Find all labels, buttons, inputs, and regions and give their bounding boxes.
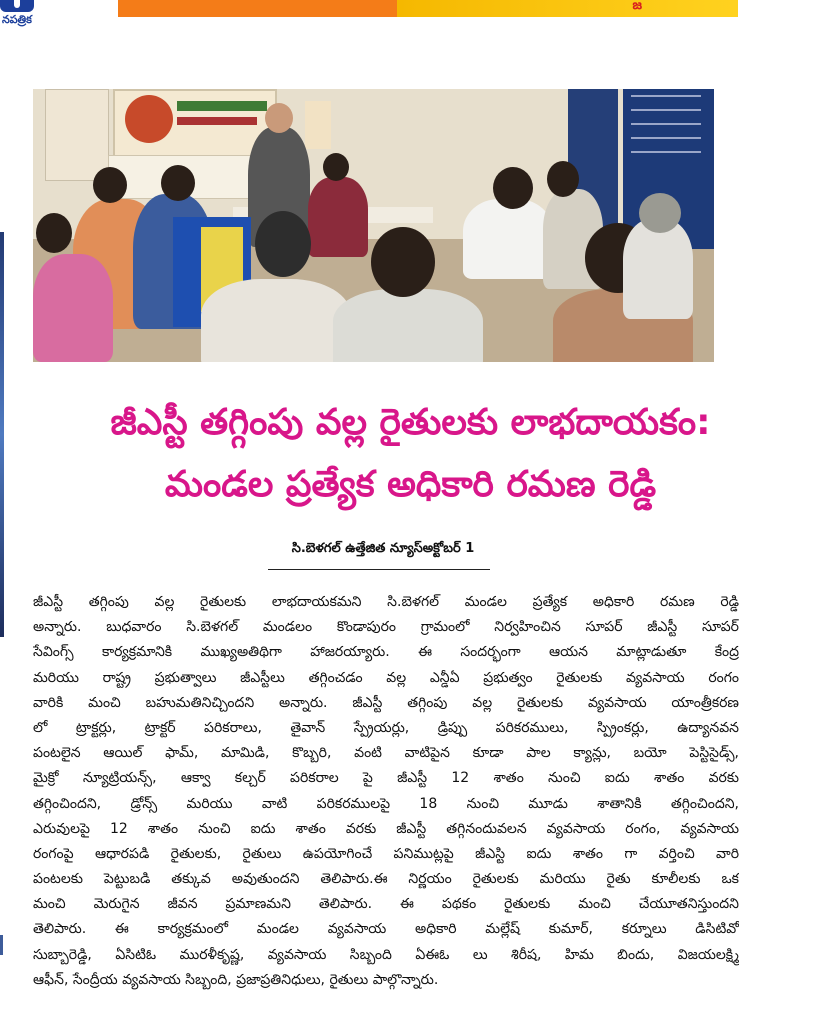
event-photo bbox=[33, 89, 714, 362]
body-line: తెలిపారు. ఈ కార్యక్రమంలో మండల వ్యవసాయ అధికారి మల్లేష్ కుమార్, కర్నూలు డిసిటివో bbox=[33, 921, 739, 938]
person bbox=[201, 279, 351, 362]
person-head bbox=[323, 153, 349, 181]
person-head bbox=[255, 211, 311, 277]
dateline-divider bbox=[268, 569, 490, 570]
person-head bbox=[547, 161, 579, 197]
banner-mark: జ bbox=[632, 0, 642, 13]
headline-line-1: జీఎస్టీ తగ్గింపు వల్ల రైతులకు లాభదాయకం: bbox=[110, 402, 711, 443]
body-line: మరియు రాష్ట్ర ప్రభుత్వాలు జీఎస్టీలు తగ్గించడం వల్ల ఎన్డీఏ ప్రభుత్వం రైతులకు వ్యవసాయ రంగం bbox=[33, 669, 739, 686]
adjacent-clipping-edge-lower bbox=[0, 935, 3, 955]
headline-line-2: మండల ప్రత్యేక అధికారి రమణ రెడ్డి bbox=[164, 464, 657, 505]
body-line: తగ్గించిందని, డ్రోన్స్ మరియు వాటి పరికరములపై 18 నుంచి మూడు శాతానికి తగ్గించిందని, bbox=[33, 795, 739, 812]
person-head bbox=[36, 213, 72, 253]
body-line: మంచి మెరుగైన జీవన ప్రమాణమని తెలిపారు. ఈ పథకం రైతులకు మంచి చేయూతనిస్తుందని bbox=[33, 896, 739, 913]
person-head bbox=[371, 227, 435, 297]
person-head bbox=[93, 167, 127, 203]
article-headline bbox=[0, 392, 821, 516]
person bbox=[308, 177, 368, 257]
body-line: అన్నారు. బుధవారం సి.బెళగల్ మండలం కొండాపురం గ్రామంలో నిర్వహించిన సూపర్ జీఎస్టీ సూపర్ bbox=[33, 619, 739, 636]
person-head bbox=[161, 165, 195, 201]
body-line: వారికి మంచి బహుమతినిచ్చిందని అన్నారు. జీఎస్టీ తగ్గింపు వల్ల రైతులకు వ్యవసాయ యాంత్రీకరణ bbox=[33, 694, 739, 711]
article-body bbox=[33, 590, 739, 993]
logo-mark-icon bbox=[0, 0, 34, 12]
body-line: రంగంపై ఆధారపడి రైతులకు, రైతులు ఉపయోగించే పనిముట్లపై జీఎస్టి ఐదు శాతం గా వర్తించి వారి bbox=[33, 845, 739, 862]
body-line: మైక్రో న్యూట్రియన్స్, ఆక్వా కల్చర్ పరికరాల పై జీఎస్టీ 12 శాతం నుంచి ఐదు శాతం వరకు bbox=[33, 770, 739, 787]
person-head bbox=[265, 103, 293, 133]
body-line: లో ట్రాక్టర్లు, ట్రాక్టర్ పరికరాలు, తైవాన్ స్ప్రేయర్లు, డ్రిప్పు పరికరములు, స్ప్రింకర్లు, ఉద్యానవన bbox=[33, 719, 739, 736]
person bbox=[333, 289, 483, 362]
person-head bbox=[493, 167, 533, 209]
person bbox=[33, 254, 113, 362]
wall-poster bbox=[45, 89, 109, 181]
body-line: జీఎస్టీ తగ్గింపు వల్ల రైతులకు లాభదాయకమని సి.బెళగల్ మండల ప్రత్యేక అధికారి రమణ రెడ్డి bbox=[33, 594, 739, 610]
dateline: సి.బెళగల్ ఉత్తేజిత న్యూస్అక్టోబర్ 1 bbox=[291, 541, 475, 556]
body-line: ఆఫీన్, సేంద్రీయ వ్యవసాయ సిబ్బంది, ప్రజాప్రతినిధులు, రైతులు పాల్గొన్నారు. bbox=[33, 971, 439, 988]
wall-poster bbox=[305, 101, 331, 149]
person-head bbox=[639, 193, 681, 233]
body-line: ఎరువులపై 12 శాతం నుంచి ఐదు శాతం వరకు జీఎస్టీ తగ్గినందువలన వ్యవసాయ రంగం, వ్యవసాయ bbox=[33, 820, 739, 837]
person bbox=[463, 199, 553, 279]
person bbox=[623, 219, 693, 319]
masthead-banner bbox=[118, 0, 738, 17]
body-line: పంటలకు పెట్టుబడి తక్కువ అవుతుందని తెలిపారు.ఈ నిర్ణయం రైతులకు మరియు రైతు కూలీలకు ఒక bbox=[33, 871, 739, 888]
body-line: సేవింగ్స్ కార్యక్రమానికి ముఖ్యఅతిథిగా హాజరయ్యారు. ఈ సందర్భంగా ఆయన మాట్లాడుతూ కేంద్ర bbox=[33, 644, 739, 661]
logo-text: నపత్రిక bbox=[2, 13, 32, 26]
body-line: పంటలైన ఆయిల్ ఫామ్, మామిడి, కొబ్బరి, వంటి వాటిపైన కూడా పాల క్యాన్లు, బయో పెస్టిసైడ్స్, bbox=[33, 745, 739, 762]
newspaper-logo bbox=[0, 0, 70, 30]
body-line: సుబ్బారెడ్డి, ఏసిటిఓ మురళీకృష్ణ, వ్యవసాయ సిబ్బంది ఏఈఓ లు శిరీష, హిమ బిందు, విజయలక్ష్మి bbox=[33, 946, 739, 963]
